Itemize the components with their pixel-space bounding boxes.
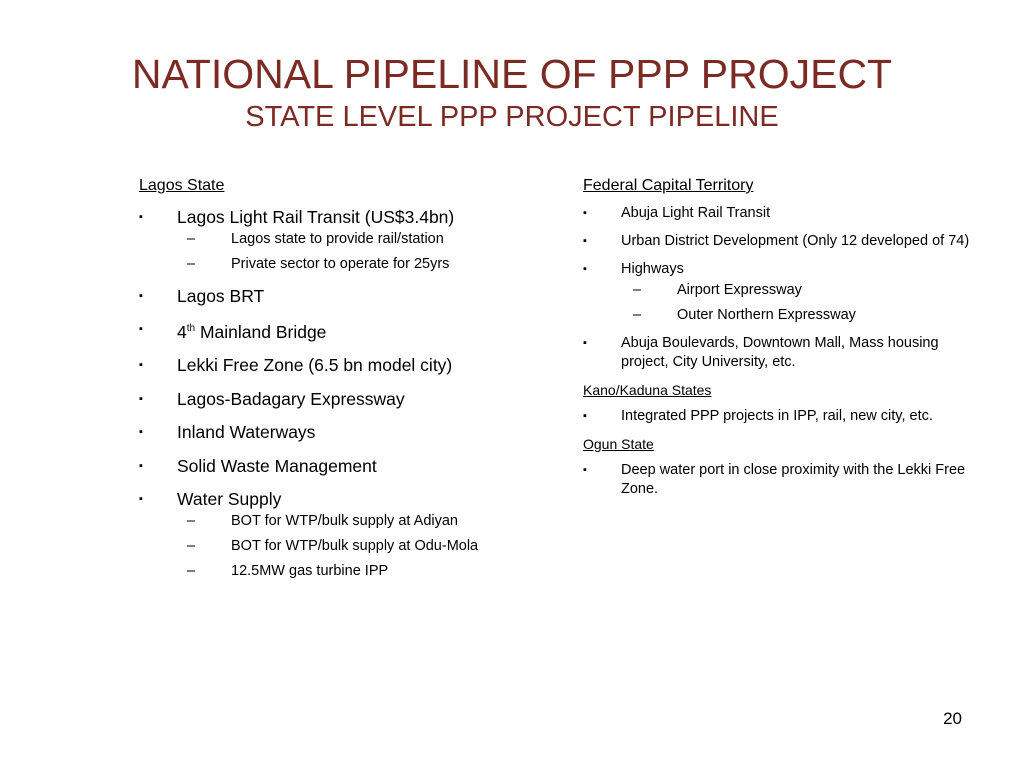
right-column xyxy=(583,176,973,508)
title-block xyxy=(0,50,1024,134)
item-text: Inland Waterways xyxy=(177,422,316,443)
square-bullet-icon: ▪ xyxy=(139,323,143,335)
square-bullet-icon: ▪ xyxy=(139,392,143,405)
item-text: Lagos BRT xyxy=(177,285,265,306)
list-item xyxy=(139,388,539,410)
item-text: Deep water port in close proximity with the Lekki Free Zone. xyxy=(621,462,966,497)
list-item xyxy=(139,318,539,343)
dash-bullet-icon: – xyxy=(187,256,196,272)
list-item xyxy=(139,206,539,273)
item-text: Integrated PPP projects in IPP, rail, new city, etc. xyxy=(621,408,933,424)
item-text: Lekki Free Zone (6.5 bn model city) xyxy=(177,355,453,376)
dash-bullet-icon: – xyxy=(187,231,196,247)
sub-item xyxy=(633,306,973,325)
sub-item-text: Outer Northern Expressway xyxy=(677,307,856,323)
list-item xyxy=(583,334,973,372)
item-text: Lagos-Badagary Expressway xyxy=(177,388,405,409)
slide-title: NATIONAL PIPELINE OF PPP PROJECT xyxy=(131,51,893,97)
square-bullet-icon: ▪ xyxy=(139,289,143,302)
sub-item xyxy=(633,281,973,300)
list-item xyxy=(583,461,973,499)
item-text-number: 4 xyxy=(177,321,187,342)
fct-heading: Federal Capital Territory xyxy=(583,177,754,194)
list-item xyxy=(139,421,539,443)
square-bullet-icon: ▪ xyxy=(139,359,143,372)
square-bullet-icon: ▪ xyxy=(583,410,587,422)
square-bullet-icon: ▪ xyxy=(139,493,143,506)
square-bullet-icon: ▪ xyxy=(139,459,143,472)
sub-item-text: Airport Expressway xyxy=(677,282,802,298)
sub-item-text: BOT for WTP/bulk supply at Odu-Mola xyxy=(231,538,479,555)
sub-item-text: 12.5MW gas turbine IPP xyxy=(231,563,389,580)
item-text: Abuja Boulevards, Downtown Mall, Mass housing project, City University, etc. xyxy=(621,335,939,370)
item-text: Urban District Development (Only 12 developed of 74) xyxy=(621,233,970,249)
square-bullet-icon: ▪ xyxy=(583,464,587,476)
square-bullet-icon: ▪ xyxy=(583,235,587,247)
item-text: Lagos Light Rail Transit (US$3.4bn) xyxy=(177,207,455,227)
item-text: Solid Waste Management xyxy=(177,455,377,476)
square-bullet-icon: ▪ xyxy=(583,263,587,275)
item-text-rest: Mainland Bridge xyxy=(195,321,327,342)
square-bullet-icon: ▪ xyxy=(139,211,143,223)
left-column xyxy=(139,176,539,592)
sub-list xyxy=(621,281,973,325)
sub-list xyxy=(177,230,539,273)
lagos-state-heading: Lagos State xyxy=(139,177,225,194)
sub-item-text: Lagos state to provide rail/station xyxy=(231,231,444,247)
item-text: Water Supply xyxy=(177,489,282,510)
sub-item-text: Private sector to operate for 25yrs xyxy=(231,256,450,272)
dash-bullet-icon: – xyxy=(187,538,196,555)
square-bullet-icon: ▪ xyxy=(583,337,587,349)
sub-item xyxy=(187,255,539,273)
ordinal-suffix: th xyxy=(186,323,196,334)
dash-bullet-icon: – xyxy=(633,307,642,323)
list-item xyxy=(583,407,973,426)
kano-kaduna-heading: Kano/Kaduna States xyxy=(583,382,712,398)
list-item xyxy=(139,488,539,580)
sub-item xyxy=(187,230,539,248)
item-text: Abuja Light Rail Transit xyxy=(621,205,771,221)
list-item xyxy=(583,260,973,325)
ogun-state-heading: Ogun State xyxy=(583,436,654,452)
item-text: Highways xyxy=(621,261,684,277)
list-item xyxy=(139,285,539,307)
list-item xyxy=(139,354,539,376)
list-item xyxy=(139,455,539,477)
sub-list xyxy=(177,512,539,580)
dash-bullet-icon: – xyxy=(187,513,196,530)
dash-bullet-icon: – xyxy=(187,563,196,580)
dash-bullet-icon: – xyxy=(633,282,642,298)
square-bullet-icon: ▪ xyxy=(139,426,143,439)
sub-item xyxy=(187,562,539,580)
sub-item-text: BOT for WTP/bulk supply at Adiyan xyxy=(231,513,458,530)
page-number: 20 xyxy=(943,709,962,728)
sub-item xyxy=(187,512,539,530)
item-text xyxy=(177,322,326,342)
list-item xyxy=(583,232,973,251)
slide-subtitle: STATE LEVEL PPP PROJECT PIPELINE xyxy=(245,101,779,133)
sub-item xyxy=(187,537,539,555)
list-item xyxy=(583,204,973,223)
square-bullet-icon: ▪ xyxy=(583,207,587,219)
